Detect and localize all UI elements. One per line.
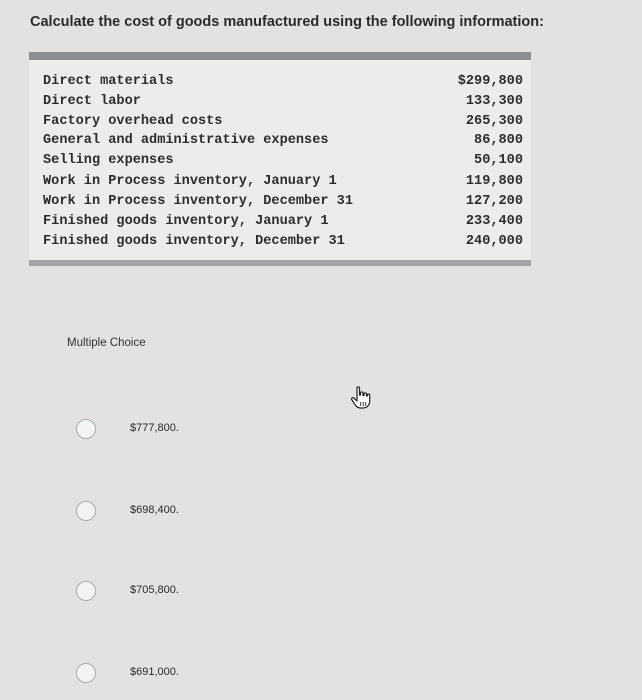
- table-row: [43, 114, 523, 134]
- table-row: [43, 194, 523, 214]
- table-footer-bar: [29, 260, 531, 266]
- choice-option-2[interactable]: [72, 498, 292, 528]
- table-row: [43, 214, 523, 234]
- radio-button-icon[interactable]: [76, 419, 96, 439]
- choice-text: $705,800.: [130, 584, 179, 596]
- row-value: 127,200: [465, 194, 523, 209]
- row-label: Work in Process inventory, December 31: [43, 194, 353, 209]
- row-value: 50,100: [474, 153, 523, 168]
- row-value: 233,400: [465, 214, 523, 229]
- row-label: Direct labor: [43, 94, 141, 109]
- table-header-bar: [29, 52, 531, 60]
- choice-option-1[interactable]: [72, 416, 292, 446]
- row-label: Finished goods inventory, January 1: [43, 214, 329, 229]
- row-label: Work in Process inventory, January 1: [43, 174, 337, 189]
- question-text: Calculate the cost of goods manufactured using the following information:: [30, 14, 544, 30]
- table-row: [43, 133, 523, 153]
- choice-option-3[interactable]: [72, 578, 292, 608]
- hand-pointer-icon: [348, 384, 374, 410]
- row-value: 86,800: [474, 133, 523, 148]
- radio-button-icon[interactable]: [76, 581, 96, 601]
- row-value: $299,800: [457, 74, 523, 89]
- choice-text: $777,800.: [130, 422, 179, 434]
- table-row: [43, 174, 523, 194]
- row-label: Direct materials: [43, 74, 174, 89]
- row-value: 133,300: [465, 94, 523, 109]
- data-table: [29, 60, 531, 260]
- row-label: General and administrative expenses: [43, 133, 329, 148]
- radio-button-icon[interactable]: [76, 501, 96, 521]
- multiple-choice-label: Multiple Choice: [67, 337, 146, 349]
- row-value: 265,300: [465, 114, 523, 129]
- choice-option-4[interactable]: [72, 660, 292, 690]
- choice-text: $691,000.: [130, 666, 179, 678]
- row-label: Selling expenses: [43, 153, 174, 168]
- row-label: Finished goods inventory, December 31: [43, 234, 345, 249]
- radio-button-icon[interactable]: [76, 663, 96, 683]
- row-value: 119,800: [465, 174, 523, 189]
- table-row: [43, 94, 523, 114]
- row-label: Factory overhead costs: [43, 114, 223, 129]
- table-row: [43, 234, 523, 254]
- table-row: [43, 153, 523, 173]
- choice-text: $698,400.: [130, 504, 179, 516]
- table-row: [43, 74, 523, 94]
- row-value: 240,000: [465, 234, 523, 249]
